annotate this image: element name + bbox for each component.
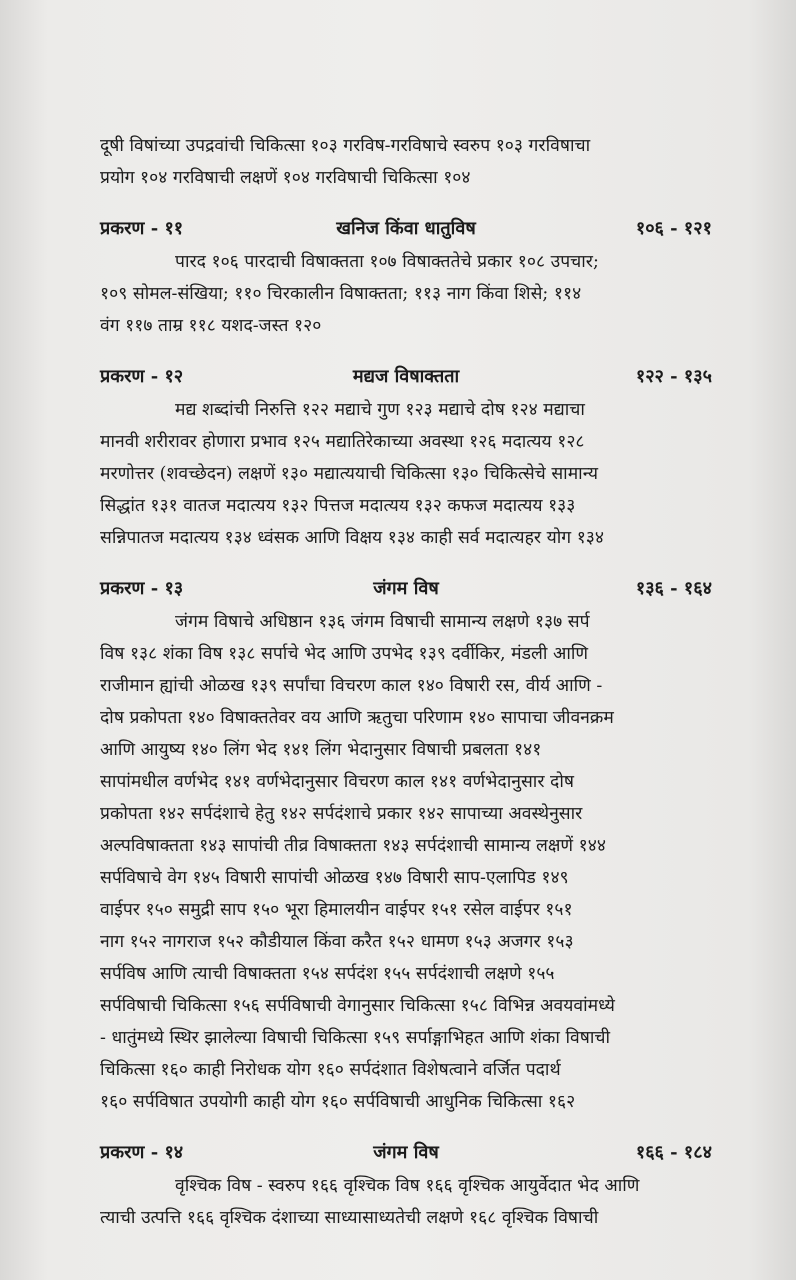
text-line: चिकित्सा १६० काही निरोधक योग १६० सर्पदंशात विशेषत्वाने वर्जित पदार्थ — [100, 1060, 561, 1080]
chapter-label: प्रकरण - ११ — [100, 218, 184, 239]
chapter-14 — [100, 1136, 712, 1234]
chapter-page-range: १०६ - १२१ — [635, 218, 712, 239]
text-line: सापांमधील वर्णभेद १४१ वर्णभेदानुसार विचरण काल १४१ वर्णभेदानुसार दोष — [100, 772, 574, 792]
chapter-13 — [100, 572, 712, 1118]
text-line: त्याची उत्पत्ति १६६ वृश्चिक दंशाच्या साध्यासाध्यतेची लक्षणे १६८ वृश्चिक विषाची — [100, 1208, 599, 1228]
text-line: पारद १०६ पारदाची विषाक्तता १०७ विषाक्ततेचे प्रकार १०८ उपचार; — [175, 252, 599, 272]
text-line: अल्पविषाक्तता १४३ सापांची तीव्र विषाक्तता १४३ सर्पदंशाची सामान्य लक्षणें १४४ — [100, 836, 606, 856]
text-line: आणि आयुष्य १४० लिंग भेद १४१ लिंग भेदानुसार विषाची प्रबलता १४१ — [100, 740, 542, 760]
text-line: सर्पविषाची चिकित्सा १५६ सर्पविषाची वेगानुसार चिकित्सा १५८ विभिन्न अवयवांमध्ये — [100, 996, 615, 1016]
text-line: - धातुंमध्ये स्थिर झालेल्या विषाची चिकित्सा १५९ सर्पाङ्गाभिहत आणि शंका विषाची — [100, 1028, 610, 1048]
chapter-heading — [100, 360, 712, 394]
chapter-title: मद्यज विषाक्तता — [352, 366, 460, 387]
text-line: मरणोत्तर (शवच्छेदन) लक्षणें १३० मद्यात्ययाची चिकित्सा १३० चिकित्सेचे सामान्य — [100, 464, 599, 484]
chapter-label: प्रकरण - १३ — [100, 578, 184, 599]
text-line: मानवी शरीरावर होणारा प्रभाव १२५ मद्यातिरेकाच्या अवस्था १२६ मदात्यय १२८ — [100, 432, 585, 452]
text-line: सर्पविष आणि त्याची विषाक्तता १५४ सर्पदंश १५५ सर्पदंशाची लक्षणे १५५ — [100, 964, 555, 984]
chapter-heading — [100, 212, 712, 246]
text-line: वंग ११७ ताम्र ११८ यशद-जस्त १२० — [100, 316, 322, 336]
chapter-page-range: १३६ - १६४ — [635, 578, 712, 599]
chapter-label: प्रकरण - १२ — [100, 366, 184, 387]
chapter-12 — [100, 360, 712, 554]
text-line: सिद्धांत १३१ वातज मदात्यय १३२ पित्तज मदात्यय १३२ कफज मदात्यय १३३ — [100, 496, 576, 516]
chapter-entries — [100, 394, 712, 554]
text-line: दूषी विषांच्या उपद्रवांची चिकित्सा १०३ गरविष-गरविषाचे स्वरुप १०३ गरविषाचा — [100, 136, 591, 156]
text-line: १६० सर्पविषात उपयोगी काही योग १६० सर्पविषाची आधुनिक चिकित्सा १६२ — [100, 1092, 576, 1112]
chapter-heading — [100, 572, 712, 606]
text-line: प्रयोग १०४ गरविषाची लक्षणें १०४ गरविषाची चिकित्सा १०४ — [100, 168, 471, 188]
chapter-label: प्रकरण - १४ — [100, 1142, 184, 1163]
text-line: वाईपर १५० समुद्री साप १५० भूरा हिमालयीन वाईपर १५१ रसेल वाईपर १५१ — [100, 900, 573, 920]
chapter-title: जंगम विष — [373, 578, 439, 599]
chapter-title: खनिज किंवा धातुविष — [336, 218, 476, 239]
chapter-title: जंगम विष — [373, 1142, 439, 1163]
text-line: नाग १५२ नागराज १५२ कौडीयाल किंवा करैत १५२ धामण १५३ अजगर १५३ — [100, 932, 574, 952]
intro-paragraph — [100, 130, 712, 194]
text-line: सर्पविषाचे वेग १४५ विषारी सापांची ओळख १४७ विषारी साप-एलापिड १४९ — [100, 868, 569, 888]
chapter-entries — [100, 1170, 712, 1234]
chapter-heading — [100, 1136, 712, 1170]
text-line: १०९ सोमल-संखिया; ११० चिरकालीन विषाक्तता; ११३ नाग किंवा शिसे; ११४ — [100, 284, 582, 304]
text-line: सन्निपातज मदात्यय १३४ ध्वंसक आणि विक्षय १३४ काही सर्व मदात्यहर योग १३४ — [100, 528, 604, 548]
chapter-page-range: १६६ - १८४ — [635, 1142, 712, 1163]
text-line: राजीमान ह्यांची ओळख १३९ सर्पांचा विचरण काल १४० विषारी रस, वीर्य आणि - — [100, 676, 603, 696]
chapter-entries — [100, 606, 712, 1118]
chapter-page-range: १२२ - १३५ — [635, 366, 712, 387]
chapter-11 — [100, 212, 712, 342]
text-line: वृश्चिक विष - स्वरुप १६६ वृश्चिक विष १६६ वृश्चिक आयुर्वेदात भेद आणि — [175, 1176, 640, 1196]
text-line: विष १३८ शंका विष १३८ सर्पाचे भेद आणि उपभेद १३९ दर्वीकिर, मंडली आणि — [100, 644, 589, 664]
table-of-contents — [100, 130, 712, 1234]
text-line: मद्य शब्दांची निरुत्ति १२२ मद्याचे गुण १२३ मद्याचे दोष १२४ मद्याचा — [175, 400, 585, 420]
chapter-entries — [100, 246, 712, 342]
text-line: जंगम विषाचे अधिष्ठान १३६ जंगम विषाची सामान्य लक्षणे १३७ सर्प — [175, 612, 590, 632]
text-line: दोष प्रकोपता १४० विषाक्ततेवर वय आणि ऋतुचा परिणाम १४० सापाचा जीवनक्रम — [100, 708, 614, 728]
text-line: प्रकोपता १४२ सर्पदंशाचे हेतु १४२ सर्पदंशाचे प्रकार १४२ सापाच्या अवस्थेनुसार — [100, 804, 583, 824]
